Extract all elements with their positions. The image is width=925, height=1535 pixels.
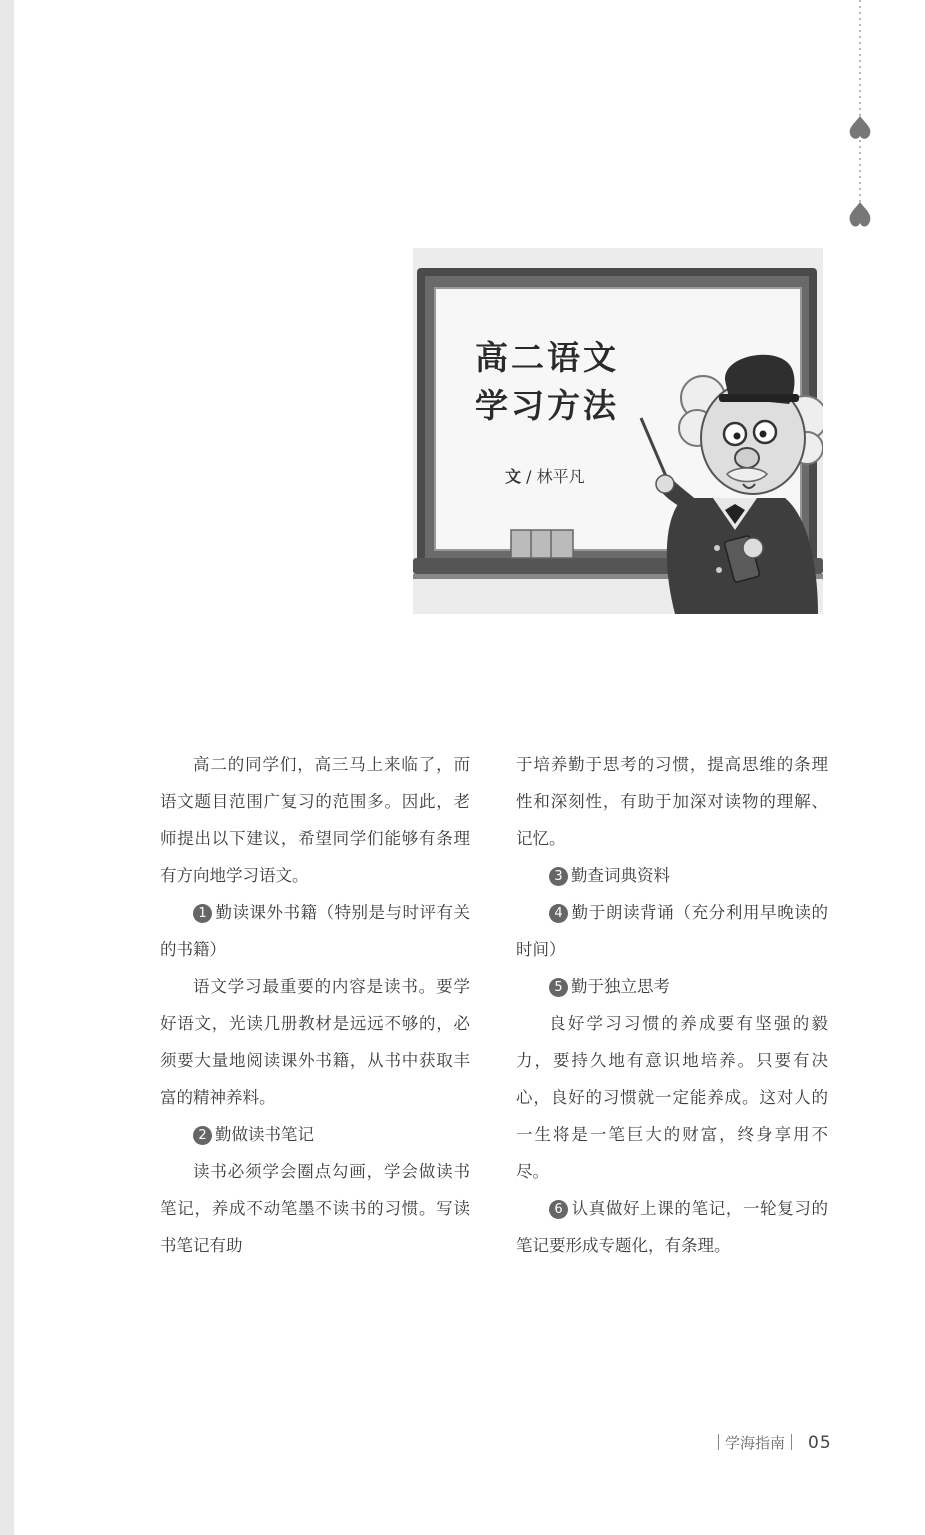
hanging-hearts-decoration: [846, 0, 874, 240]
number-badge: 5: [549, 978, 568, 997]
footer-divider: [791, 1434, 792, 1450]
paragraph: 良好学习习惯的养成要有坚强的毅力，要持久地有意识地培养。只要有决心，良好的习惯就一定能养成。这对人的一生将是一笔巨大的财富，终身享用不尽。: [516, 1014, 828, 1181]
section-heading: [160, 894, 470, 968]
heading-text: 勤查词典资料: [571, 866, 670, 885]
number-badge: 4: [549, 904, 568, 923]
heading-text: 勤做读书笔记: [215, 1125, 314, 1144]
title-line-1: 高二语文: [475, 338, 619, 377]
number-badge: 2: [193, 1126, 212, 1145]
paragraph: 语文学习最重要的内容是读书。要学好语文，光读几册教材是远远不够的，必须要大量地阅读课外书籍，从书中获取丰富的精神养料。: [160, 977, 470, 1107]
section-heading: [516, 857, 828, 894]
heart-icon: [850, 202, 871, 227]
article-column-right: [516, 746, 828, 1264]
page-number: 05: [808, 1433, 832, 1453]
section-heading: [160, 1116, 470, 1153]
title-line-2: 学习方法: [475, 386, 619, 425]
number-badge: 6: [549, 1200, 568, 1219]
article-column-left: [160, 746, 470, 1264]
illustration-title: [475, 334, 635, 430]
footer-divider: [718, 1434, 719, 1450]
paragraph-continued: 于培养勤于思考的习惯，提高思维的条理性和深刻性，有助于加深对读物的理解、记忆。: [516, 755, 828, 848]
author-name: 林平凡: [536, 467, 585, 486]
footer-section-name: 学海指南: [725, 1434, 786, 1452]
heading-text: 勤于朗读背诵（充分利用早晚读的时间）: [516, 903, 828, 959]
heading-text: 勤于独立思考: [571, 977, 670, 996]
number-badge: 1: [193, 904, 212, 923]
byline-separator: /: [526, 467, 532, 486]
number-badge: 3: [549, 867, 568, 886]
section-heading: [516, 968, 828, 1005]
paragraph: 高二的同学们，高三马上来临了，而语文题目范围广复习的范围多。因此，老师提出以下建议，希望同学们能够有条理有方向地学习语文。: [160, 755, 470, 885]
page-footer: [712, 1432, 832, 1453]
section-heading: [516, 1190, 828, 1264]
paragraph: 读书必须学会圈点勾画，学会做读书笔记，养成不动笔墨不读书的习惯。写读书笔记有助: [160, 1162, 470, 1255]
heading-text: 勤读课外书籍（特别是与时评有关的书籍）: [160, 903, 470, 959]
heading-text: 认真做好上课的笔记，一轮复习的笔记要形成专题化，有条理。: [516, 1199, 828, 1255]
page-gutter: [0, 0, 14, 1535]
cover-illustration: [413, 248, 823, 614]
heart-icon: [850, 116, 871, 139]
section-heading: [516, 894, 828, 968]
author-byline: [505, 464, 585, 487]
byline-label: 文: [505, 467, 522, 486]
